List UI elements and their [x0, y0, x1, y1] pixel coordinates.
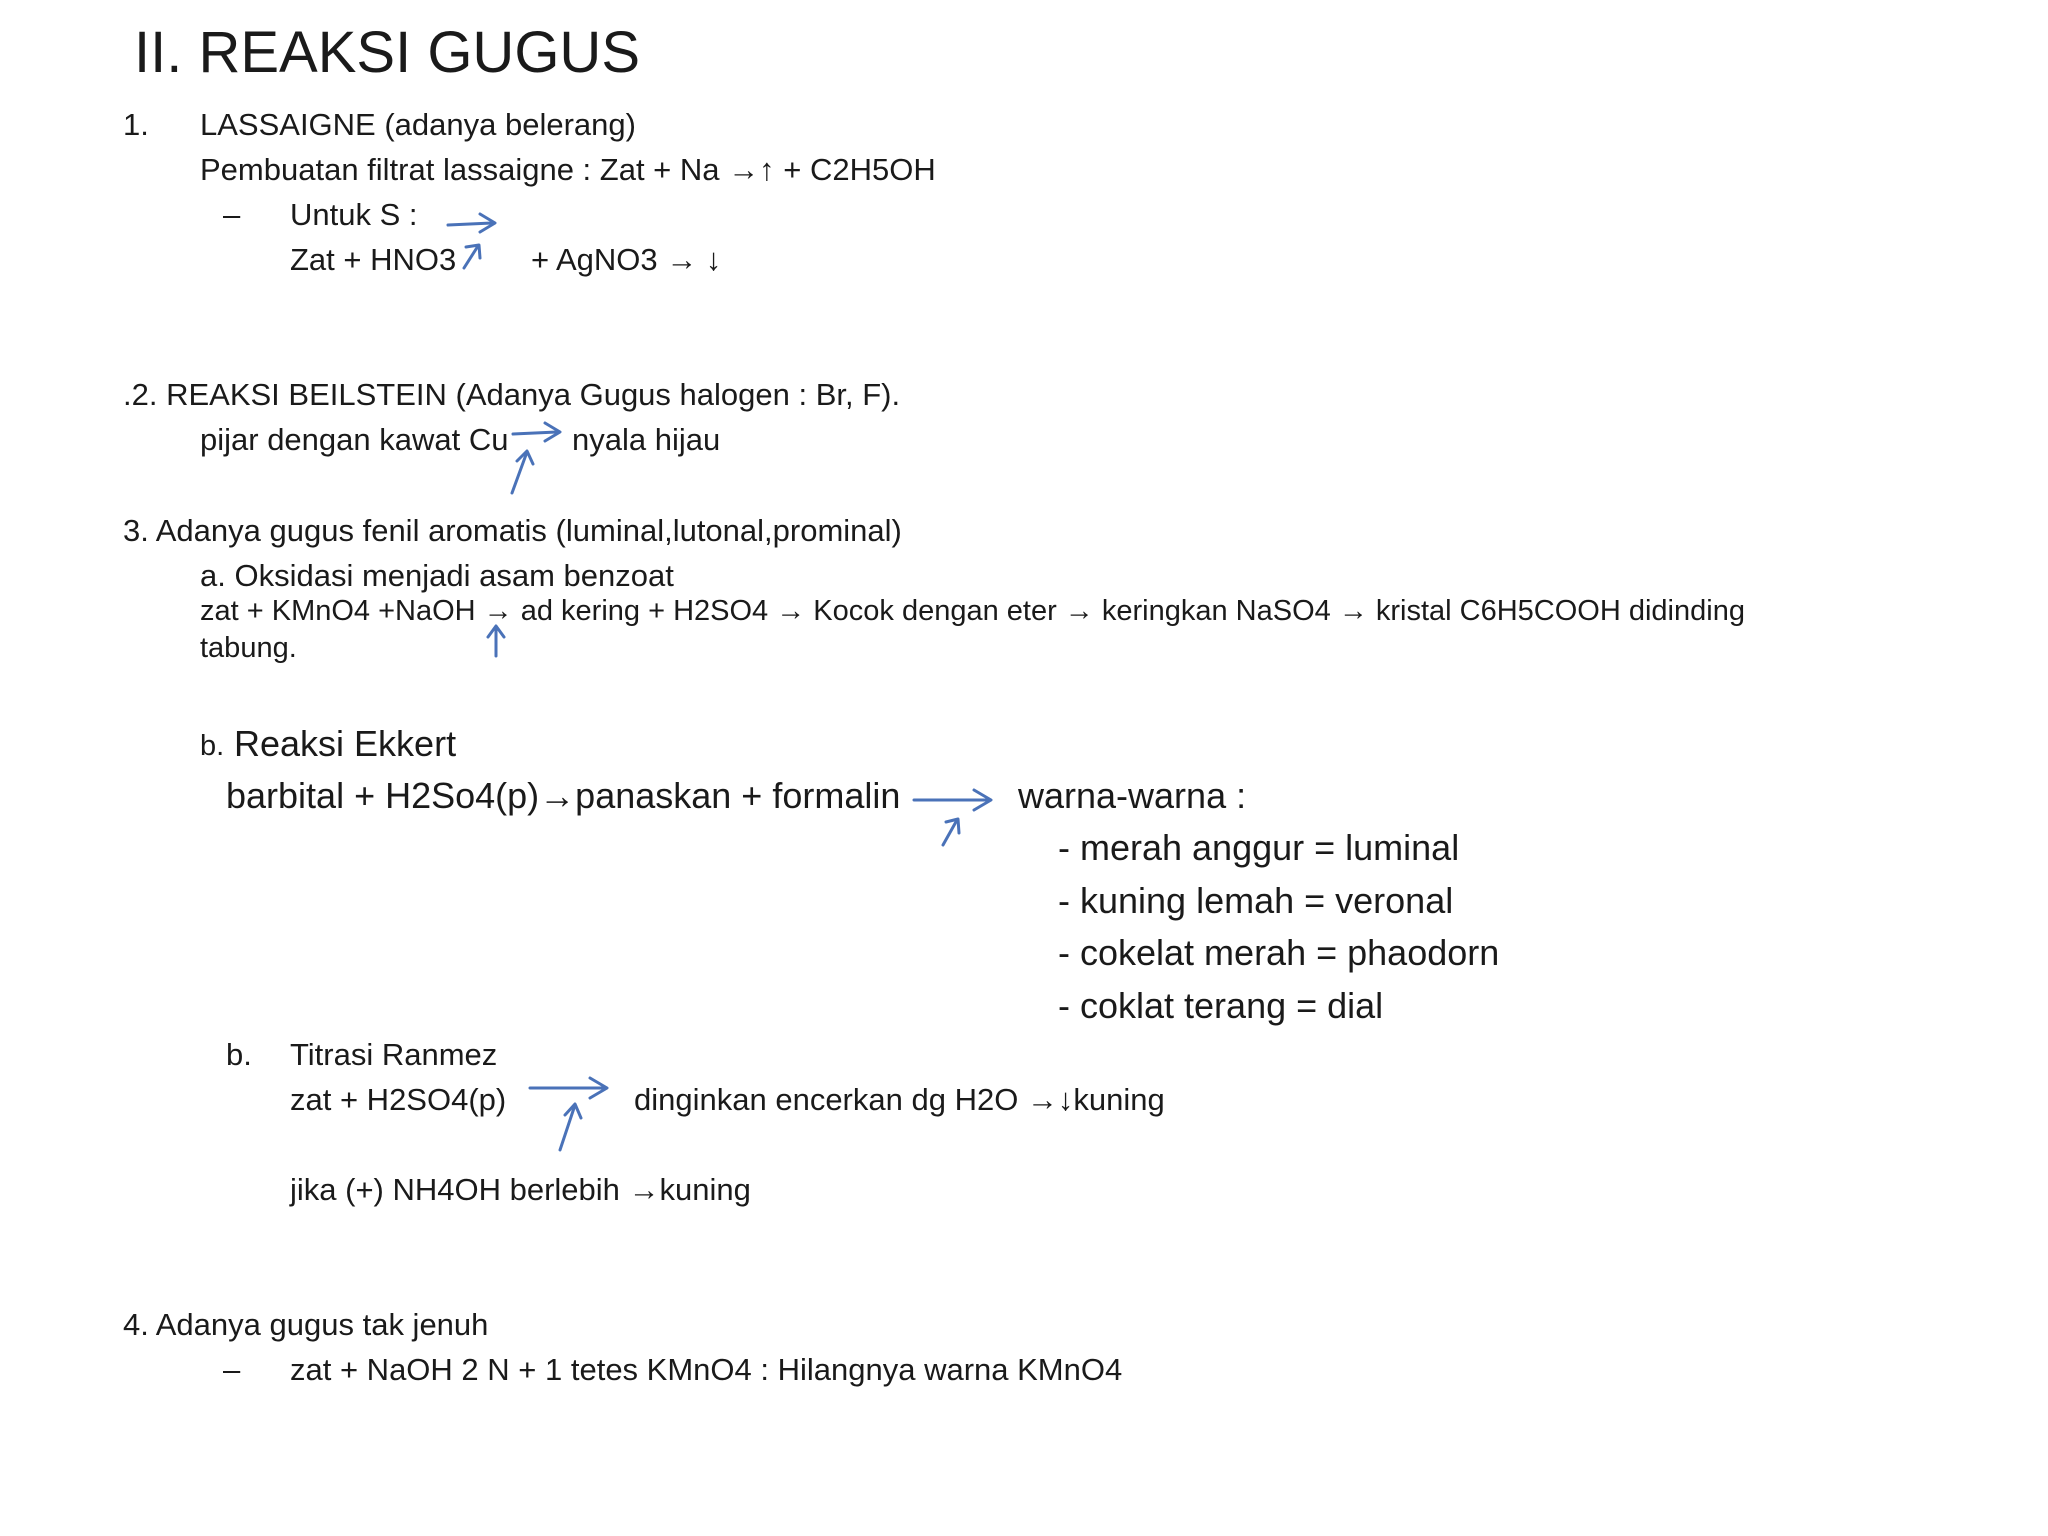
s3-heading: 3. Adanya gugus fenil aromatis (luminal,lutonal,prominal) — [123, 513, 902, 548]
s1-number: 1. — [123, 107, 149, 142]
s1-untuk-s: Untuk S : — [290, 197, 418, 232]
s3c-right-arrow-icon — [530, 1078, 607, 1098]
s3c-up-arrow-icon — [560, 1104, 581, 1150]
s3-b-prefix: b. — [200, 730, 225, 762]
s2-right: nyala hijau — [572, 422, 721, 457]
s3b-up-arrow-icon — [943, 819, 959, 845]
s3-a-line2: tabung. — [200, 632, 297, 664]
s3-b-result: warna-warna : — [1018, 775, 1247, 816]
s3-b-title: Reaksi Ekkert — [234, 723, 457, 764]
s4-dash: – — [223, 1352, 241, 1387]
s3-c-title: Titrasi Ranmez — [290, 1037, 498, 1072]
s1-dash: – — [223, 197, 241, 232]
s3-a-title: a. Oksidasi menjadi asam benzoat — [200, 558, 674, 593]
s3-c-line3: jika (+) NH4OH berlebih →kuning — [290, 1172, 751, 1207]
s1-product: + AgNO3 → ↓ — [531, 242, 722, 277]
s2-left: pijar dengan kawat Cu — [200, 422, 509, 457]
s3-b-item: - cokelat merah = phaodorn — [1058, 932, 1500, 973]
s1-right-arrow-icon — [448, 214, 495, 232]
s2-right-arrow-icon — [513, 423, 560, 441]
s3-a-line1: zat + KMnO4 +NaOH → ad kering + H2SO4 → Kocok dengan eter → keringkan NaSO4 → kristal C6H5COOH didinding — [200, 595, 1745, 627]
s4-line: zat + NaOH 2 N + 1 tetes KMnO4 : Hilangnya warna KMnO4 — [290, 1352, 1123, 1387]
s3-b-item: - coklat terang = dial — [1058, 985, 1384, 1026]
s1-heading: LASSAIGNE (adanya belerang) — [200, 107, 636, 142]
s3-b-item: - kuning lemah = veronal — [1058, 880, 1454, 921]
s3b-right-arrow-icon — [914, 790, 991, 810]
s4-heading: 4. Adanya gugus tak jenuh — [123, 1307, 489, 1342]
s2-up-arrow-icon — [512, 451, 533, 493]
s3-c-number: b. — [226, 1037, 252, 1072]
s1-up-arrow-icon — [464, 245, 480, 268]
s3-b-reaction: barbital + H2So4(p)→panaskan + formalin — [226, 775, 901, 816]
s3-c-right: dinginkan encerkan dg H2O →↓kuning — [634, 1082, 1165, 1117]
s3a-up-arrow-icon — [488, 626, 504, 656]
s3-c-left: zat + H2SO4(p) — [290, 1082, 507, 1117]
s2-heading: .2. REAKSI BEILSTEIN (Adanya Gugus halogen : Br, F). — [123, 377, 901, 412]
page-title: II. REAKSI GUGUS — [134, 20, 640, 85]
s3-b-item: - merah anggur = luminal — [1058, 827, 1460, 868]
s1-reactant: Zat + HNO3 — [290, 242, 457, 277]
s1-filtrat-line: Pembuatan filtrat lassaigne : Zat + Na →↑ + C2H5OH — [200, 152, 936, 187]
